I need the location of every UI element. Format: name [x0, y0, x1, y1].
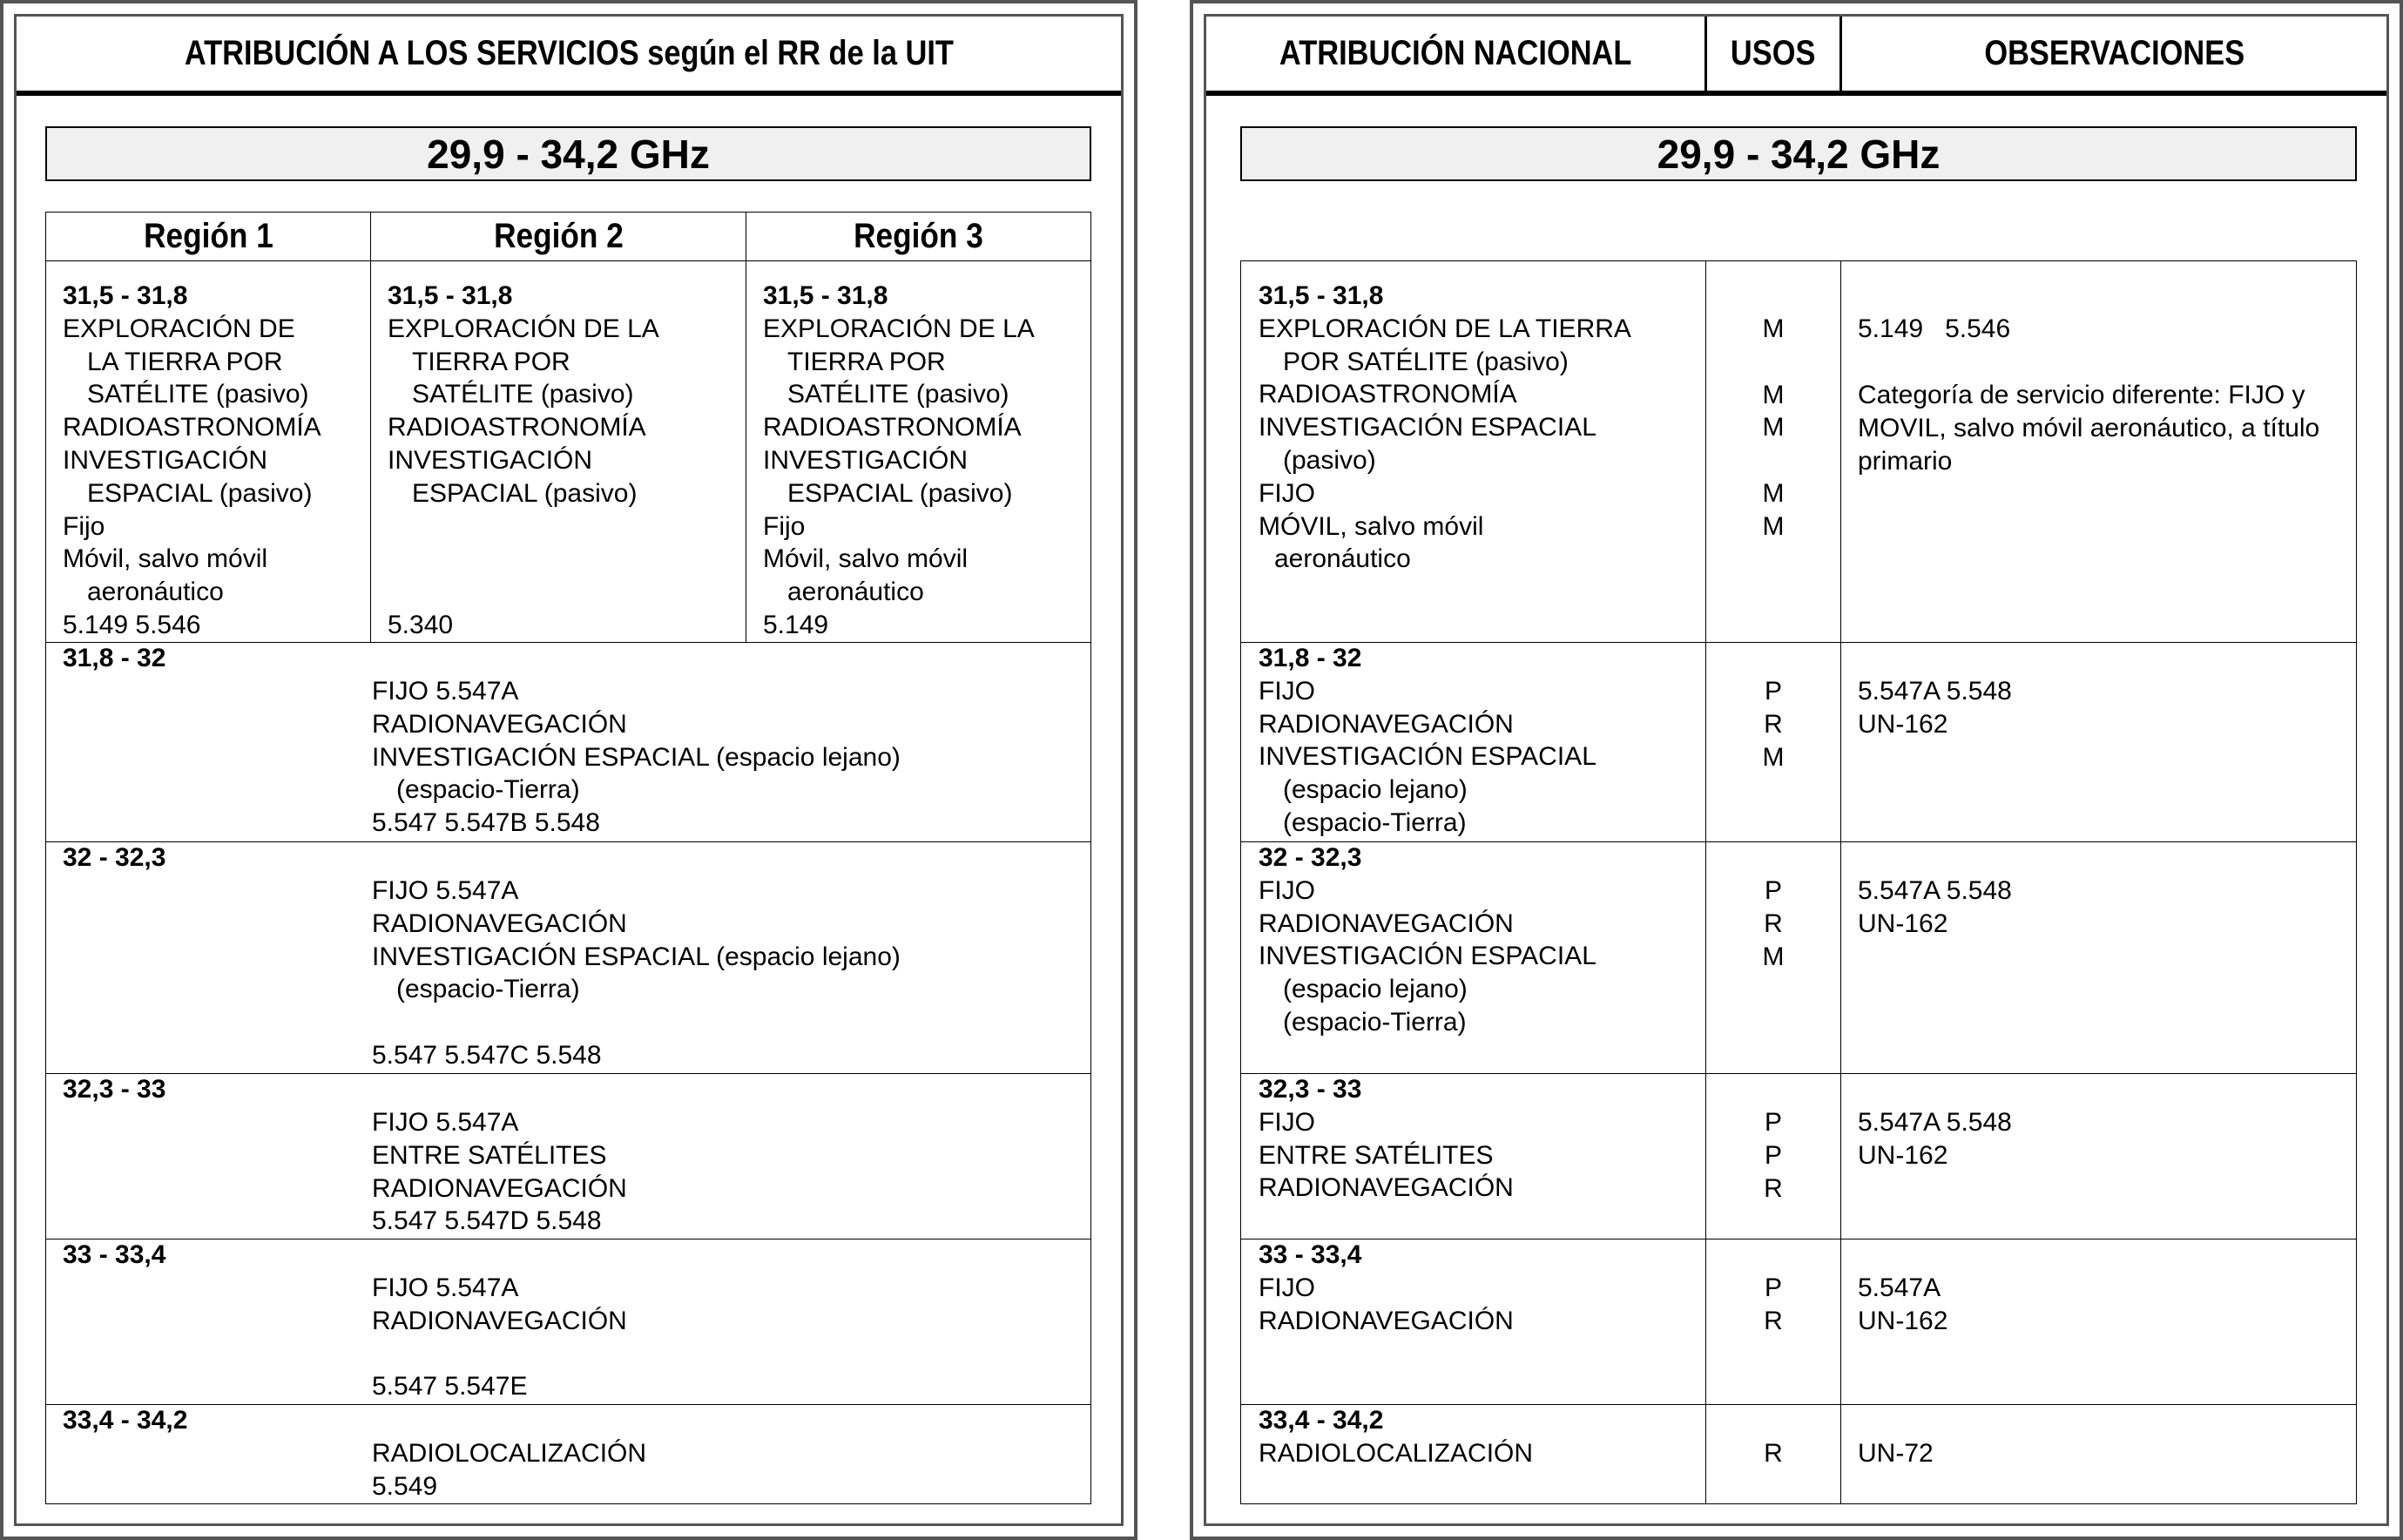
- region-2-notes: 5.340: [388, 611, 454, 639]
- national-row-6: 33,4 - 34,2 RADIOLOCALIZACIÓN: [1259, 1406, 1534, 1468]
- left-header: [17, 17, 1121, 96]
- band-services: FIJO 5.547A RADIONAVEGACIÓN INVESTIGACIÓN ESPACIAL (espacio lejano) (espacio-Tierra): [372, 876, 901, 1004]
- national-row-2-uses: P R M: [1762, 677, 1785, 772]
- band-range: 33 - 33,4: [63, 1240, 166, 1269]
- national-row-1-obs-note: Categoría de servicio diferente: FIJO y MOVIL, salvo móvil aeronáutico, a título primario: [1858, 381, 2320, 476]
- national-row-2-obs: 5.547A 5.548 UN-162: [1858, 677, 2012, 739]
- band-range: 32,3 - 33: [63, 1075, 166, 1104]
- observations-header: OBSERVACIONES: [1984, 34, 2244, 72]
- national-row-3-uses: P R M: [1762, 876, 1785, 971]
- band-services: FIJO 5.547A ENTRE SATÉLITES RADIONAVEGACIÓN 5.547 5.547D 5.548: [372, 1108, 627, 1236]
- national-row-4-uses: P P R: [1764, 1108, 1783, 1203]
- band-services: FIJO 5.547A RADIONAVEGACIÓN: [372, 1273, 627, 1335]
- national-row-4-obs: 5.547A 5.548 UN-162: [1858, 1108, 2012, 1170]
- uses-header: USOS: [1731, 34, 1816, 72]
- band-range: 33,4 - 34,2: [63, 1406, 188, 1435]
- band-services: RADIOLOCALIZACIÓN 5.549: [372, 1439, 647, 1501]
- region-2-header: Región 2: [370, 212, 746, 261]
- band-services: FIJO 5.547A RADIONAVEGACIÓN INVESTIGACIÓN ESPACIAL (espacio lejano) (espacio-Tierra) 5.547 5.547B 5.548: [372, 677, 901, 838]
- national-row-4: 32,3 - 33 FIJO ENTRE SATÉLITES RADIONAVEGACIÓN: [1259, 1075, 1514, 1203]
- national-allocation-header: ATRIBUCIÓN NACIONAL: [1279, 34, 1632, 72]
- national-row-1: 31,5 - 31,8 EXPLORACIÓN DE LA TIERRA POR SATÉLITE (pasivo) RADIOASTRONOMÍA INVESTIGACIÓN ESPACIAL (pasivo) FIJO MÓVIL, salvo móvil aeronáutico: [1259, 281, 1631, 574]
- uses-column-divider: [1705, 260, 1706, 1504]
- national-row-3: 32 - 32,3 FIJO RADIONAVEGACIÓN INVESTIGACIÓN ESPACIAL (espacio lejano) (espacio-Tierra): [1259, 843, 1596, 1037]
- right-band-title: 29,9 - 34,2 GHz: [1240, 126, 2357, 181]
- national-row-5-obs: 5.547A UN-162: [1858, 1273, 1948, 1335]
- region-2-text: 31,5 - 31,8 EXPLORACIÓN DE LA TIERRA POR SATÉLITE (pasivo) RADIOASTRONOMÍA INVESTIGACIÓN ESPACIAL (pasivo): [388, 281, 659, 508]
- national-row-6-obs: UN-72: [1858, 1439, 1934, 1468]
- band-range: 32 - 32,3: [63, 843, 166, 872]
- left-band-title: 29,9 - 34,2 GHz: [45, 126, 1091, 181]
- region-1-header: Región 1: [45, 212, 371, 261]
- region-3-text: 31,5 - 31,8 EXPLORACIÓN DE LA TIERRA POR SATÉLITE (pasivo) RADIOASTRONOMÍA INVESTIGACIÓN ESPACIAL (pasivo) Fijo Móvil, salvo móvil aeronáutico 5.149: [763, 281, 1035, 639]
- right-header-rule: [1206, 91, 2386, 96]
- left-header-title: ATRIBUCIÓN A LOS SERVICIOS según el RR de la UIT: [184, 34, 954, 72]
- national-row-1-uses: M M M M M: [1762, 314, 1785, 541]
- band-notes: 5.547 5.547E: [372, 1372, 528, 1401]
- observations-column-divider: [1840, 260, 1841, 1504]
- band-range: 31,8 - 32: [63, 644, 166, 672]
- national-row-3-obs: 5.547A 5.548 UN-162: [1858, 876, 2012, 938]
- band-notes: 5.547 5.547C 5.548: [372, 1041, 602, 1070]
- region-1-text: 31,5 - 31,8 EXPLORACIÓN DE LA TIERRA POR SATÉLITE (pasivo) RADIOASTRONOMÍA INVESTIGACIÓN ESPACIAL (pasivo) Fijo Móvil, salvo móvil aeronáutico 5.149 5.546: [63, 281, 321, 639]
- national-row-5: 33 - 33,4 FIJO RADIONAVEGACIÓN: [1259, 1240, 1514, 1335]
- national-row-1-obs: 5.149 5.546: [1858, 314, 2011, 343]
- national-row-5-uses: P R: [1764, 1273, 1783, 1335]
- national-row-2: 31,8 - 32 FIJO RADIONAVEGACIÓN INVESTIGACIÓN ESPACIAL (espacio lejano) (espacio-Tierra): [1259, 644, 1596, 837]
- national-row-6-uses: R: [1764, 1439, 1783, 1468]
- region-3-header: Región 3: [746, 212, 1091, 261]
